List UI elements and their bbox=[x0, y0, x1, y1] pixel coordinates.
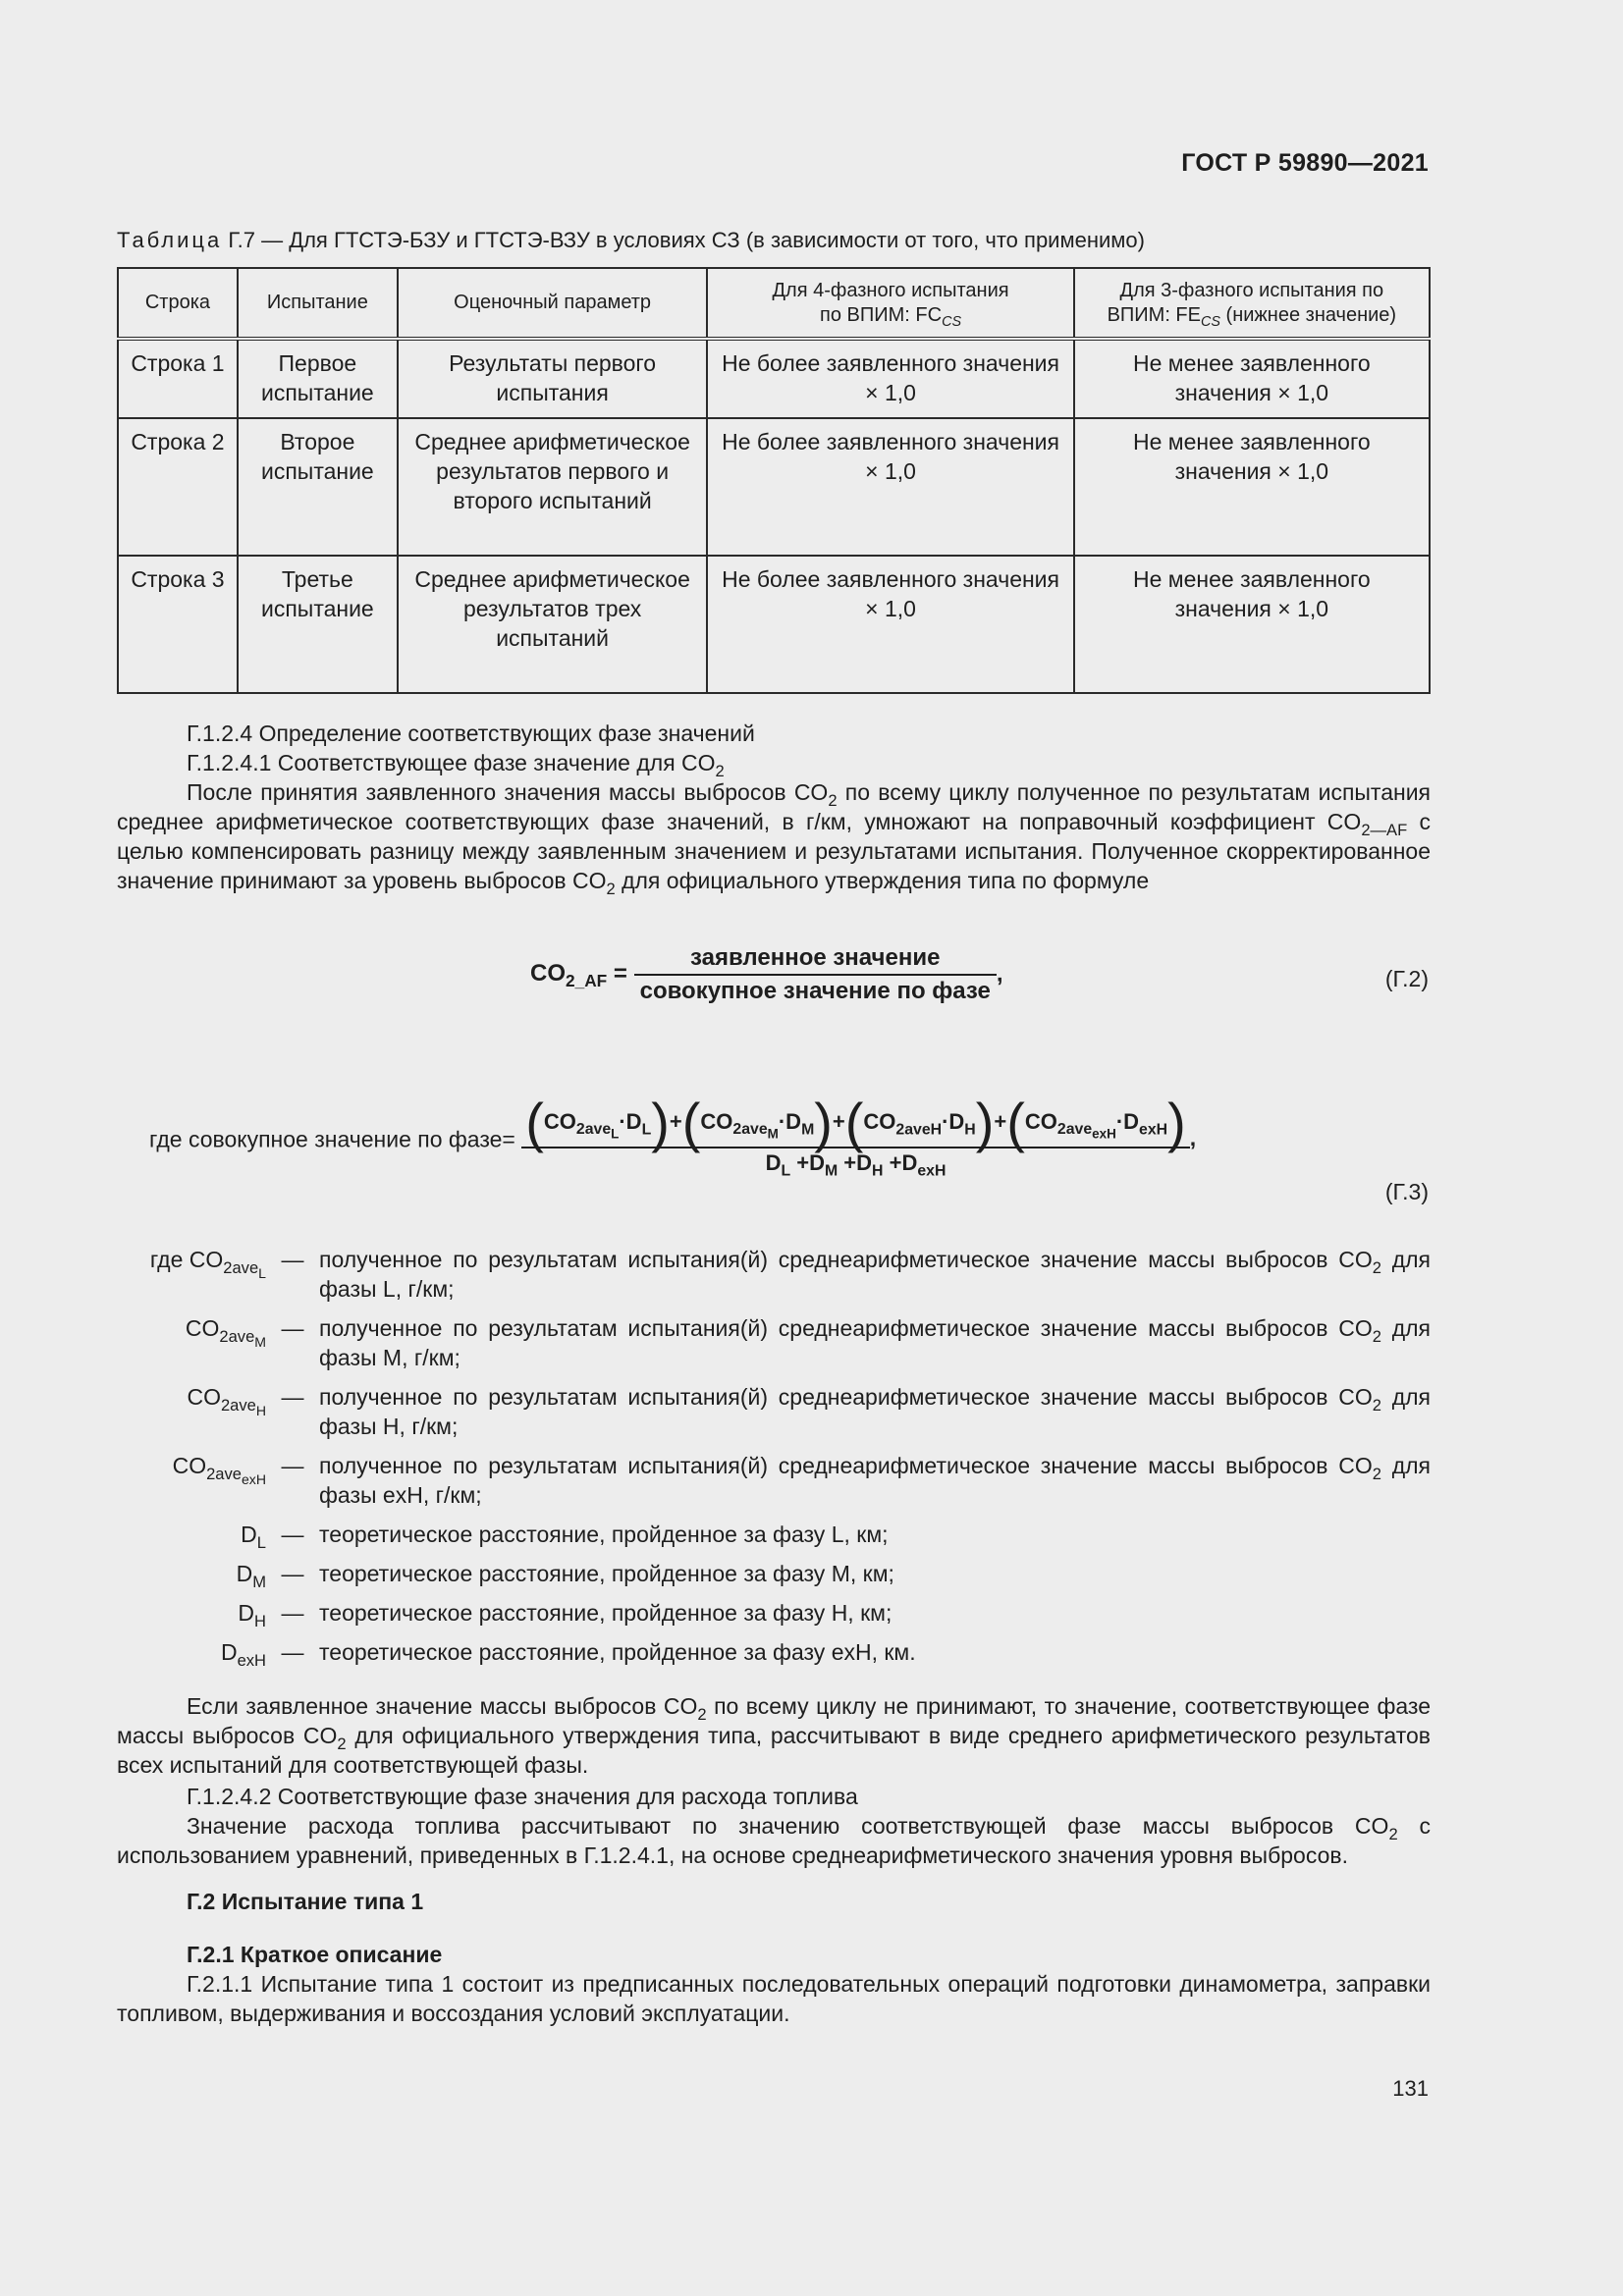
cell-3phase: Не менее заявленного значения × 1,0 bbox=[1074, 556, 1430, 693]
cell-test: Третье испытание bbox=[238, 556, 398, 693]
definition-symbol bbox=[117, 1598, 266, 1628]
definition-item bbox=[117, 1559, 1431, 1591]
table-caption-text: Г.7 — Для ГТСТЭ-БЗУ и ГТСТЭ-ВЗУ в условиях СЗ (в зависимости от того, что применимо) bbox=[228, 228, 1145, 252]
definition-symbol bbox=[117, 1451, 266, 1510]
paren-close: ) bbox=[975, 1092, 995, 1153]
definition-item bbox=[117, 1637, 1431, 1670]
cell-4phase: Не более заявленного значения × 1,0 bbox=[707, 418, 1073, 556]
definition-symbol-text: D bbox=[238, 1600, 255, 1626]
cell-test: Первое испытание bbox=[238, 339, 398, 418]
header-3phase-sub: CS bbox=[1200, 313, 1220, 330]
paren-open: ( bbox=[525, 1092, 544, 1153]
definition-desc bbox=[319, 1245, 1431, 1304]
formula-g2-fraction bbox=[634, 944, 997, 1005]
definition-dash: — bbox=[281, 1247, 304, 1272]
definition-desc-a: полученное по результатам испытания(й) среднеарифметическое значение массы выбросов CO bbox=[319, 1453, 1373, 1478]
section-title-1-2-4-2: Г.1.2.4.2 Соответствующие фазе значения для расхода топлива bbox=[187, 1784, 858, 1809]
co2-subscript: 2 bbox=[1388, 1824, 1398, 1843]
paragraph-co2-correction bbox=[117, 777, 1431, 898]
co2-subscript: 2 bbox=[1372, 1257, 1381, 1277]
cell-param: Среднее арифметическое результатов первого и второго испытаний bbox=[398, 418, 708, 556]
header-4phase bbox=[707, 268, 1073, 339]
co2-subscript: 2 bbox=[606, 879, 616, 898]
definition-desc-b: для фазы M, г/км; bbox=[319, 1315, 1431, 1370]
cell-row: Строка 1 bbox=[118, 339, 238, 418]
paren-open: ( bbox=[844, 1092, 864, 1153]
definition-dash: — bbox=[281, 1600, 304, 1626]
table-caption bbox=[117, 228, 1145, 253]
table-g7 bbox=[117, 267, 1431, 694]
definition-dash: — bbox=[281, 1453, 304, 1478]
header-3phase-post: (нижнее значение) bbox=[1219, 303, 1397, 326]
header-test: Испытание bbox=[238, 268, 398, 339]
formula-g3 bbox=[149, 1092, 1197, 1180]
paragraph-fuel-consumption bbox=[117, 1811, 1431, 1870]
definition-symbol-text: D bbox=[236, 1561, 253, 1586]
definition-symbol bbox=[117, 1382, 266, 1441]
para1-d: для официального утверждения типа по формуле bbox=[615, 868, 1150, 893]
co2-subscript: 2 bbox=[1372, 1326, 1381, 1346]
cell-4phase: Не более заявленного значения × 1,0 bbox=[707, 556, 1073, 693]
definition-symbol-sub: 2ave bbox=[223, 1257, 259, 1277]
formula-g2-equals: = bbox=[613, 960, 627, 988]
definition-item bbox=[117, 1451, 1431, 1510]
formula-g3-lead: где совокупное значение по фазе bbox=[149, 1126, 503, 1152]
page-number: 131 bbox=[1392, 2076, 1429, 2101]
definition-symbol bbox=[117, 1520, 266, 1552]
definition-desc-b: для фазы exH, г/км; bbox=[319, 1453, 1431, 1508]
definition-symbol-text: где CO bbox=[149, 1247, 224, 1272]
definition-dash: — bbox=[281, 1522, 304, 1547]
definition-desc-b: для фазы H, г/км; bbox=[319, 1384, 1431, 1439]
cell-row: Строка 3 bbox=[118, 556, 238, 693]
cell-row: Строка 2 bbox=[118, 418, 238, 556]
cell-param: Среднее арифметическое результатов трех испытаний bbox=[398, 556, 708, 693]
definition-symbol-subsub: M bbox=[254, 1333, 266, 1350]
cell-3phase: Не менее заявленного значения × 1,0 bbox=[1074, 339, 1430, 418]
paragraph-declared-not-accepted bbox=[117, 1691, 1431, 1780]
formula-g2-number: (Г.2) bbox=[1384, 966, 1429, 991]
table-row bbox=[118, 556, 1430, 693]
definition-symbol-text: CO bbox=[187, 1384, 221, 1410]
co2-subscript: 2 bbox=[1372, 1395, 1381, 1415]
definition-symbol-text: CO bbox=[172, 1453, 207, 1478]
formula-g2-lhs-sub: 2_AF bbox=[566, 971, 608, 991]
definition-item bbox=[117, 1245, 1431, 1304]
formula-g2-denominator: совокупное значение по фазе bbox=[639, 978, 991, 1004]
definitions-list bbox=[117, 1245, 1431, 1677]
paren-close: ) bbox=[1167, 1092, 1186, 1153]
definition-dash: — bbox=[281, 1384, 304, 1410]
formula-g3-fraction bbox=[521, 1092, 1189, 1180]
definition-symbol-sub: M bbox=[252, 1572, 266, 1591]
formula-g2 bbox=[530, 944, 1003, 1005]
table-header-row bbox=[118, 268, 1430, 339]
definition-symbol-subsub: H bbox=[255, 1402, 266, 1418]
table-row bbox=[118, 418, 1430, 556]
definition-symbol-sub: 2ave bbox=[219, 1326, 255, 1346]
paren-open: ( bbox=[1006, 1092, 1025, 1153]
section-title-2: Г.2 Испытание типа 1 bbox=[187, 1889, 424, 1914]
definition-item bbox=[117, 1520, 1431, 1552]
definition-desc-b: для фазы L, г/км; bbox=[319, 1247, 1431, 1302]
definition-symbol bbox=[117, 1559, 266, 1591]
paren-close: ) bbox=[814, 1092, 833, 1153]
formula-g2-lhs-text: CO bbox=[530, 960, 566, 988]
section-title-1-2-4: Г.1.2.4 Определение соответствующих фазе значений bbox=[187, 721, 755, 746]
header-param: Оценочный параметр bbox=[398, 268, 708, 339]
definition-desc-a: полученное по результатам испытания(й) среднеарифметическое значение массы выбросов CO bbox=[319, 1315, 1373, 1341]
definition-desc: теоретическое расстояние, пройденное за фазу L, км; bbox=[319, 1522, 889, 1547]
definition-symbol-sub: exH bbox=[237, 1650, 266, 1670]
definition-symbol-text: D bbox=[220, 1639, 238, 1665]
fuel-para-b: с использованием уравнений, приведенных в Г.1.2.4.1, на основе среднеарифметического значения уровня выбросов. bbox=[117, 1813, 1431, 1868]
cell-param: Результаты первого испытания bbox=[398, 339, 708, 418]
definition-symbol-text: CO bbox=[185, 1315, 220, 1341]
definition-desc bbox=[319, 1382, 1431, 1441]
para1-c: с целью компенсировать разницу между заявленным значением и результатами испытания. Полученное скорректированное значение принимают за уровень выбросов CO bbox=[117, 809, 1431, 893]
definition-symbol-sub: H bbox=[254, 1611, 266, 1630]
definition-symbol bbox=[117, 1313, 266, 1372]
para1-a: После принятия заявленного значения массы выбросов CO bbox=[187, 779, 829, 805]
co2af-subscript: 2—AF bbox=[1361, 820, 1408, 839]
co2-subscript: 2 bbox=[828, 790, 838, 810]
definition-desc-a: полученное по результатам испытания(й) среднеарифметическое значение массы выбросов CO bbox=[319, 1384, 1373, 1410]
formula-g2-numerator: заявленное значение bbox=[634, 944, 997, 976]
formula-g2-lhs bbox=[530, 960, 608, 991]
section-title-1-2-4-1 bbox=[117, 748, 1431, 780]
co2-subscript: 2 bbox=[337, 1734, 347, 1753]
header-row: Строка bbox=[118, 268, 238, 339]
definition-desc: теоретическое расстояние, пройденное за фазу exH, км. bbox=[319, 1639, 916, 1665]
definition-desc-a: полученное по результатам испытания(й) среднеарифметическое значение массы выбросов CO bbox=[319, 1247, 1373, 1272]
section-title-1-2-4-1-text: Г.1.2.4.1 Соответствующее фазе значение для CO bbox=[187, 750, 716, 775]
definition-item bbox=[117, 1598, 1431, 1628]
paren-close: ) bbox=[651, 1092, 670, 1153]
co2-subscript: 2 bbox=[715, 761, 725, 780]
definition-desc: теоретическое расстояние, пройденное за фазу M, км; bbox=[319, 1561, 894, 1586]
cell-4phase: Не более заявленного значения × 1,0 bbox=[707, 339, 1073, 418]
paren-open: ( bbox=[681, 1092, 701, 1153]
definition-symbol-text: D bbox=[241, 1522, 257, 1547]
definition-desc: теоретическое расстояние, пройденное за фазу H, км; bbox=[319, 1600, 893, 1626]
definition-dash: — bbox=[281, 1561, 304, 1586]
header-4phase-line2: по ВПИМ: FC bbox=[820, 303, 943, 326]
formula-g3-number: (Г.3) bbox=[1384, 1179, 1429, 1204]
definition-symbol-sub: L bbox=[256, 1532, 266, 1552]
cell-test: Второе испытание bbox=[238, 418, 398, 556]
cell-3phase: Не менее заявленного значения × 1,0 bbox=[1074, 418, 1430, 556]
definition-symbol-sub: 2ave bbox=[206, 1464, 242, 1483]
formula-g2-comma: , bbox=[996, 960, 1003, 988]
para2-c: для официального утверждения типа, рассчитывают в виде среднего арифметического результатов всех испытаний для соответствующей фазы. bbox=[117, 1723, 1431, 1778]
definition-dash: — bbox=[281, 1639, 304, 1665]
header-3phase-line1: Для 3-фазного испытания по bbox=[1119, 279, 1384, 301]
definition-symbol bbox=[117, 1637, 266, 1670]
paragraph-type1-test: Г.2.1.1 Испытание типа 1 состоит из предписанных последовательных операций подготовки динамометра, заправки топливом, выдерживания и воссоздания условий эксплуатации. bbox=[117, 1971, 1431, 2026]
header-4phase-sub: CS bbox=[942, 313, 962, 330]
para2-b: по всему циклу не принимают, то значение, соответствующее фазе массы выбросов CO bbox=[117, 1693, 1431, 1748]
definition-symbol-subsub: exH bbox=[241, 1470, 266, 1487]
table-caption-prefix: Таблица bbox=[117, 228, 223, 252]
definition-desc bbox=[319, 1313, 1431, 1372]
definition-symbol-subsub: L bbox=[258, 1264, 266, 1281]
formula-g3-equals: = bbox=[502, 1126, 515, 1152]
definition-item bbox=[117, 1382, 1431, 1441]
formula-g3-numerator: $(CO_{2ave_L}\cdot D_L)+(CO_{2ave_M}\cdot D_M)+(CO_{2aveH}\cdot D_H)+(CO_{2ave_{exH}}\cdot D_{exH})$ bbox=[521, 1103, 1189, 1148]
definition-symbol-sub: 2ave bbox=[220, 1395, 256, 1415]
table-row bbox=[118, 339, 1430, 418]
formula-g3-comma: , bbox=[1189, 1125, 1197, 1151]
definition-item bbox=[117, 1313, 1431, 1372]
co2-subscript: 2 bbox=[697, 1704, 707, 1724]
header-4phase-line1: Для 4-фазного испытания bbox=[772, 279, 1009, 301]
definition-symbol bbox=[117, 1245, 266, 1304]
document-id: ГОСТ Р 59890—2021 bbox=[1181, 149, 1429, 177]
definition-desc bbox=[319, 1451, 1431, 1510]
definition-dash: — bbox=[281, 1315, 304, 1341]
para2-a: Если заявленное значение массы выбросов CO bbox=[187, 1693, 698, 1719]
section-title-2-1: Г.2.1 Краткое описание bbox=[187, 1942, 443, 1967]
header-3phase-pre: ВПИМ: FE bbox=[1107, 303, 1201, 326]
fuel-para-a: Значение расхода топлива рассчитывают по значению соответствующей фазе массы выбросов CO bbox=[187, 1813, 1389, 1839]
para1-b: по всему циклу полученное по результатам испытания среднее арифметическое соответствующих фазе значений, в г/км, умножают на поправочный коэффициент CO bbox=[117, 779, 1431, 834]
header-3phase bbox=[1074, 268, 1430, 339]
co2-subscript: 2 bbox=[1372, 1464, 1381, 1483]
formula-g3-denominator: $D_L +D_M +D_H +D_{exH}$ bbox=[765, 1150, 947, 1180]
